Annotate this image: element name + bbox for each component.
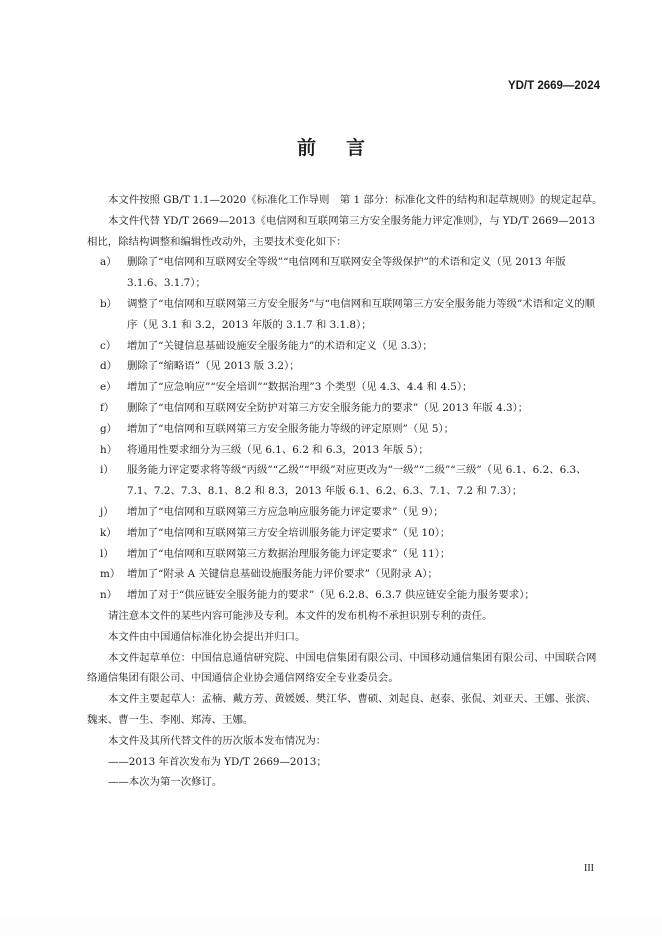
list-item — [87, 585, 603, 606]
list-item-text: 增加了“电信网和互联网第三方应急响应服务能力评定要求”（见 9）； — [127, 505, 444, 518]
paragraph-proposer: 本文件由中国通信标准化协会提出并归口。 — [108, 630, 306, 643]
paragraph-replaces: 本文件代替 YD/T 2669—2013《电信网和互联网第三方安全服务能力评定准则》，与 YD/T 2669—2013 相比，除结构调整和编辑性改动外，主要技术变化如下： — [87, 214, 596, 248]
page-number: III — [584, 863, 594, 874]
list-item — [87, 440, 603, 461]
paragraph-history-current: ——本次为第一次修订。 — [108, 776, 223, 789]
list-item — [87, 336, 603, 357]
list-marker: c） — [100, 339, 117, 352]
list-item — [87, 523, 603, 544]
list-item — [87, 398, 603, 419]
list-marker: e） — [100, 381, 117, 394]
list-item-text: 增加了“应急响应”“安全培训”“数据治理”3 个类型（见 4.3、4.4 和 4.5）； — [127, 381, 473, 394]
list-item-text: 调整了“电信网和互联网第三方安全服务”与“电信网和互联网第三方安全服务能力等级”术语和定义的顺序（见 3.1 和 3.2，2013 年版的 3.1.7 和 3.1.8）； — [127, 297, 596, 331]
list-item — [87, 356, 603, 377]
list-item — [87, 377, 603, 398]
list-item-text: 删除了“缩略语”（见 2013 版 3.2）； — [127, 360, 300, 373]
list-item-text: 增加了对于“供应链安全服务能力的要求”（见 6.2.8、6.3.7 供应链安全能力服务要求）； — [127, 589, 535, 602]
page-title: 前言 — [296, 137, 395, 159]
list-marker: i） — [100, 464, 114, 477]
list-item — [87, 502, 603, 523]
paragraph-history-first: ——2013 年首次发布为 YD/T 2669—2013； — [108, 755, 327, 768]
list-item — [87, 544, 603, 565]
list-marker: n） — [100, 589, 118, 602]
list-marker: b） — [100, 297, 118, 310]
paragraph-history-intro: 本文件及其所代替文件的历次版本发布情况为： — [108, 734, 327, 747]
list-item-text: 增加了“电信网和互联网第三方安全服务能力等级的评定原则”（见 5）； — [127, 422, 455, 435]
list-item-text: 将通用性要求细分为三级（见 6.1、6.2 和 6.3，2013 年版 5）； — [127, 443, 429, 456]
list-item — [87, 294, 603, 336]
list-item-text: 增加了“电信网和互联网第三方安全培训服务能力评定要求”（见 10）； — [127, 526, 451, 539]
list-item-text: 增加了“电信网和互联网第三方数据治理服务能力评定要求”（见 11）； — [127, 547, 451, 560]
list-item — [87, 460, 603, 502]
list-marker: j） — [100, 505, 114, 518]
list-marker: m） — [100, 568, 121, 581]
paragraph-drafting-units: 本文件起草单位：中国信息通信研究院、中国电信集团有限公司、中国移动通信集团有限公司、中国联合网络通信集团有限公司、中国通信企业协会通信网络安全专业委员会。 — [87, 651, 597, 685]
list-item-text: 服务能力评定要求将等级“丙级”“乙级”“甲级”对应更改为“一级”“二级”“三级”（见 6.1、6.2、6.3、7.1、7.2、7.3、8.1、8.2 和 8.3，2013 年版 6.1、6.2、6.3、7.1、7.2 和 7.3）； — [127, 464, 587, 498]
list-marker: f） — [100, 401, 115, 414]
paragraph-drafters: 本文件主要起草人：孟楠、戴方芳、黄媛媛、樊江华、曹硕、刘起良、赵泰、张侃、刘亚天、王娜、张滨、魏来、曹一生、李刚、郑涛、王娜。 — [87, 693, 597, 726]
list-item-text: 删除了“电信网和互联网安全防护对第三方安全服务能力的要求”（见 2013 年版 4.3）； — [127, 401, 529, 414]
paragraph-patent-notice: 请注意本文件的某些内容可能涉及专利。本文件的发布机构不承担识别专利的责任。 — [108, 609, 493, 622]
list-marker: a） — [100, 256, 117, 269]
changes-list — [87, 252, 603, 606]
list-item-text: 增加了“附录 A 关键信息基础设施服务能力评价要求”（见附录 A）； — [127, 568, 438, 581]
footer-strip — [0, 918, 662, 936]
paragraph-drafting-rule: 本文件按照 GB/T 1.1—2020《标准化工作导则 第 1 部分：标准化文件的结构和起草规则》的规定起草。 — [108, 194, 603, 206]
list-marker: h） — [100, 443, 118, 456]
body-text — [87, 190, 603, 793]
list-item-text: 删除了“电信网和互联网安全等级”“电信网和互联网安全等级保护”的术语和定义（见 2013 年版 3.1.6、3.1.7）； — [127, 256, 566, 290]
list-marker: l） — [100, 547, 114, 560]
list-item-text: 增加了“关键信息基础设施安全服务能力”的术语和定义（见 3.3）； — [127, 339, 433, 352]
list-marker: d） — [100, 360, 118, 373]
list-item — [87, 564, 603, 585]
list-marker: k） — [100, 526, 117, 539]
list-marker: g） — [100, 422, 118, 435]
document-id: YD/T 2669—2024 — [507, 80, 600, 92]
list-item — [87, 252, 603, 294]
list-item — [87, 419, 603, 440]
